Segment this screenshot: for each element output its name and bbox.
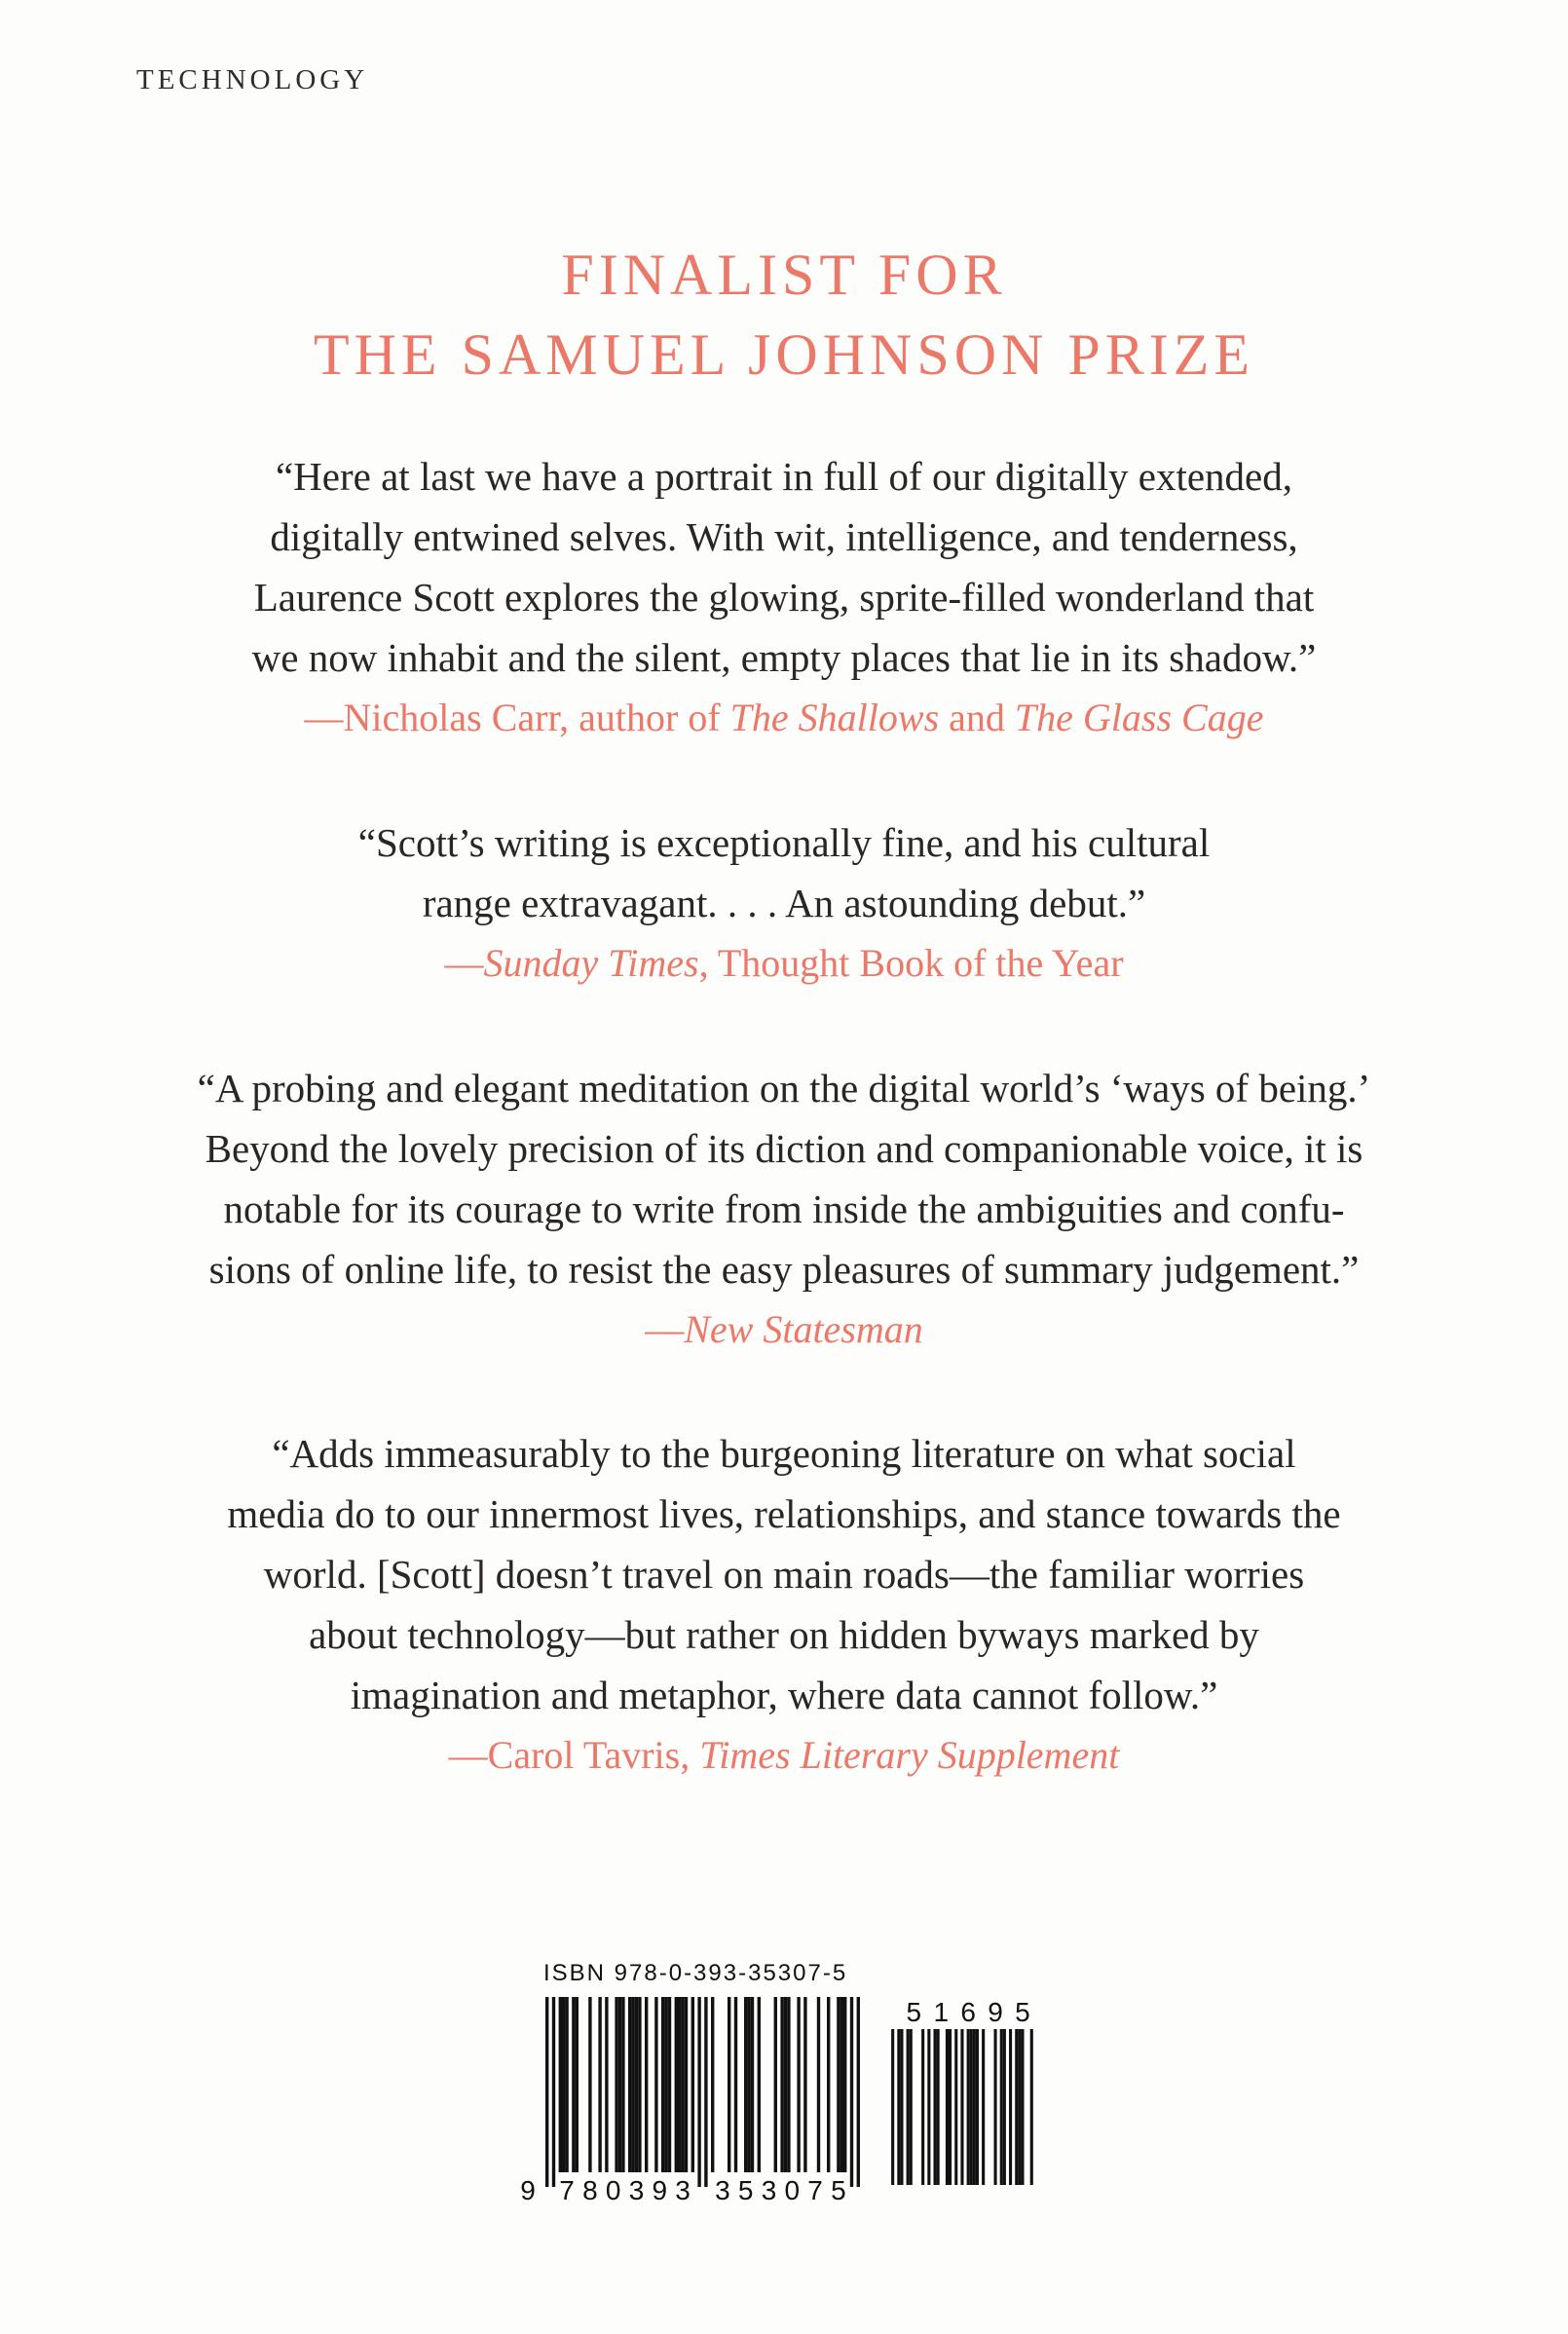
barcode-bar <box>621 1997 624 2172</box>
addon-digit: 5 <box>906 1997 922 2027</box>
barcode-bar <box>685 1997 688 2172</box>
barcode-bar <box>850 1997 853 2187</box>
addon-bar <box>907 2029 910 2185</box>
barcode-bar <box>576 1997 579 2172</box>
barcode-bar <box>797 1997 800 2172</box>
prize-heading-line-2: THE SAMUEL JOHNSON PRIZE <box>313 322 1255 387</box>
barcode-bar <box>734 1997 737 2172</box>
barcode-digit: 7 <box>559 2175 575 2205</box>
barcode-digit: 3 <box>628 2175 645 2205</box>
attribution-work: The Glass Cage <box>1014 696 1264 739</box>
barcode-bar <box>631 1997 634 2172</box>
barcode-bar <box>565 1997 568 2172</box>
quote-line: world. [Scott] doesn’t travel on main roads—the familiar worries <box>263 1552 1305 1597</box>
quote-line: “Here at last we have a portrait in full of our digitally extended, <box>276 454 1292 499</box>
barcode-digit: 3 <box>761 2175 777 2205</box>
barcode-bar <box>843 1997 846 2172</box>
quote-line: notable for its courage to write from inside the ambiguities and confu- <box>223 1186 1345 1231</box>
barcode-bar <box>681 1997 684 2172</box>
barcode-bar <box>572 1997 575 2172</box>
barcode-bar <box>744 1997 747 2172</box>
barcode-bar <box>817 1997 820 2172</box>
attribution-text: , Thought Book of the Year <box>698 941 1124 985</box>
attribution-text: and <box>939 696 1015 739</box>
quote-line: Beyond the lovely precision of its diction and companionable voice, it is <box>205 1126 1363 1171</box>
barcode-bar <box>654 1997 657 2172</box>
barcode-digit: 5 <box>737 2175 754 2205</box>
barcode-bar <box>803 1997 806 2172</box>
isbn-label: ISBN 978-0-393-35307-5 <box>543 1960 848 1986</box>
barcode-bar <box>704 1997 707 2187</box>
attribution-work: Times Literary Supplement <box>699 1733 1120 1777</box>
addon-bar <box>1018 2029 1021 2185</box>
addon-bar <box>934 2029 937 2185</box>
barcode-bar <box>545 1997 548 2187</box>
attribution-work: Sunday Times <box>483 941 699 985</box>
barcode-bar <box>661 1997 664 2172</box>
addon-bar <box>973 2029 976 2185</box>
quote-line: range extravagant. . . . An astounding debut.” <box>422 881 1146 925</box>
barcode-bar <box>588 1997 591 2172</box>
quote-line: about technology—but rather on hidden byways marked by <box>309 1612 1259 1657</box>
quote-line: digitally entwined selves. With wit, intelligence, and tenderness, <box>270 514 1298 559</box>
addon-bar <box>982 2029 985 2185</box>
addon-bar <box>970 2029 973 2185</box>
barcode-bar <box>774 1997 777 2172</box>
addon-bar <box>960 2029 963 2185</box>
addon-bar <box>897 2029 900 2185</box>
quote-line: “Scott’s writing is exceptionally fine, and his cultural <box>357 820 1211 865</box>
barcode-bar <box>840 1997 843 2172</box>
quote-line: media do to our innermost lives, relationships, and stance towards the <box>227 1491 1341 1536</box>
attribution-work: The Shallows <box>729 696 940 739</box>
barcode-bar <box>780 1997 783 2172</box>
addon-bar <box>921 2029 924 2185</box>
addon-bar <box>1015 2029 1018 2185</box>
barcode-bar <box>668 1997 671 2172</box>
barcode-digit: 9 <box>652 2175 668 2205</box>
addon-bar <box>1000 2029 1003 2185</box>
barcode-bar <box>697 1997 700 2187</box>
quote-line: we now inhabit and the silent, empty places that lie in its shadow.” <box>251 635 1317 680</box>
barcode-bar <box>728 1997 730 2172</box>
barcode-bar <box>615 1997 617 2172</box>
prize-heading-line-1: FINALIST FOR <box>561 243 1007 307</box>
barcode-bar <box>857 1997 860 2187</box>
barcode-bar <box>638 1997 641 2172</box>
barcode-bar <box>784 1997 787 2172</box>
addon-bar <box>976 2029 979 2185</box>
attribution-text: — <box>645 1307 685 1351</box>
barcode-bar <box>751 1997 754 2172</box>
barcode-bar <box>758 1997 761 2172</box>
barcode-bar <box>618 1997 621 2172</box>
barcode-digit: 0 <box>605 2175 621 2205</box>
barcode-bar <box>664 1997 667 2172</box>
barcode-digit: 5 <box>831 2175 846 2205</box>
quote-line: “Adds immeasurably to the burgeoning literature on what social <box>272 1431 1296 1476</box>
barcode-bar <box>552 1997 555 2187</box>
quote-line: “A probing and elegant meditation on the digital world’s ‘ways of being.’ <box>197 1066 1371 1111</box>
addon-bar <box>900 2029 903 2185</box>
addon-bar <box>910 2029 913 2185</box>
barcode-bar <box>628 1997 631 2172</box>
addon-bar <box>891 2029 894 2185</box>
barcode-bar <box>605 1997 608 2172</box>
barcode-digit: 3 <box>675 2175 691 2205</box>
addon-bar <box>946 2029 949 2185</box>
addon-bar <box>1003 2029 1006 2185</box>
addon-bar <box>967 2029 970 2185</box>
addon-bar <box>1009 2029 1012 2185</box>
barcode-bar <box>562 1997 565 2172</box>
barcode-bar <box>691 1997 694 2172</box>
addon-bar <box>927 2029 930 2185</box>
attribution-text: — <box>444 941 484 985</box>
addon-digit: 1 <box>933 1997 950 2027</box>
barcode-bar <box>747 1997 750 2172</box>
barcode-bar <box>678 1997 681 2172</box>
addon-bar <box>949 2029 952 2185</box>
addon-digit: 6 <box>960 1997 976 2027</box>
barcode-bar <box>787 1997 790 2172</box>
addon-bar <box>937 2029 940 2185</box>
barcode-digit: 7 <box>807 2175 823 2205</box>
barcode-digit: 8 <box>582 2175 598 2205</box>
quote-line: Laurence Scott explores the glowing, sprite-filled wonderland that <box>253 575 1315 620</box>
addon-digit: 9 <box>988 1997 1003 2027</box>
attribution-author: —Nicholas Carr, author of <box>304 696 730 739</box>
barcode-digit: 0 <box>784 2175 801 2205</box>
quote-line: sions of online life, to resist the easy pleasures of summary judgement.” <box>208 1247 1360 1292</box>
barcode-bar <box>645 1997 648 2172</box>
barcode-digit: 3 <box>715 2175 730 2205</box>
barcode-bar <box>635 1997 638 2172</box>
addon-bar <box>1030 2029 1033 2185</box>
quote-line: imagination and metaphor, where data cannot follow.” <box>350 1673 1218 1717</box>
addon-bar <box>954 2029 957 2185</box>
barcode-bar <box>598 1997 601 2172</box>
barcode-bar <box>711 1997 714 2172</box>
addon-bar <box>994 2029 997 2185</box>
addon-bar <box>1021 2029 1024 2185</box>
barcode-digit: 9 <box>520 2175 536 2205</box>
barcode-bar <box>559 1997 562 2172</box>
barcode-bar <box>837 1997 840 2172</box>
barcode-bar <box>675 1997 678 2172</box>
category-label: TECHNOLOGY <box>136 64 369 95</box>
attribution-author: —Carol Tavris, <box>448 1733 700 1777</box>
attribution-work: New Statesman <box>684 1307 923 1351</box>
barcode-bar <box>827 1997 830 2172</box>
addon-digit: 5 <box>1015 1997 1030 2027</box>
